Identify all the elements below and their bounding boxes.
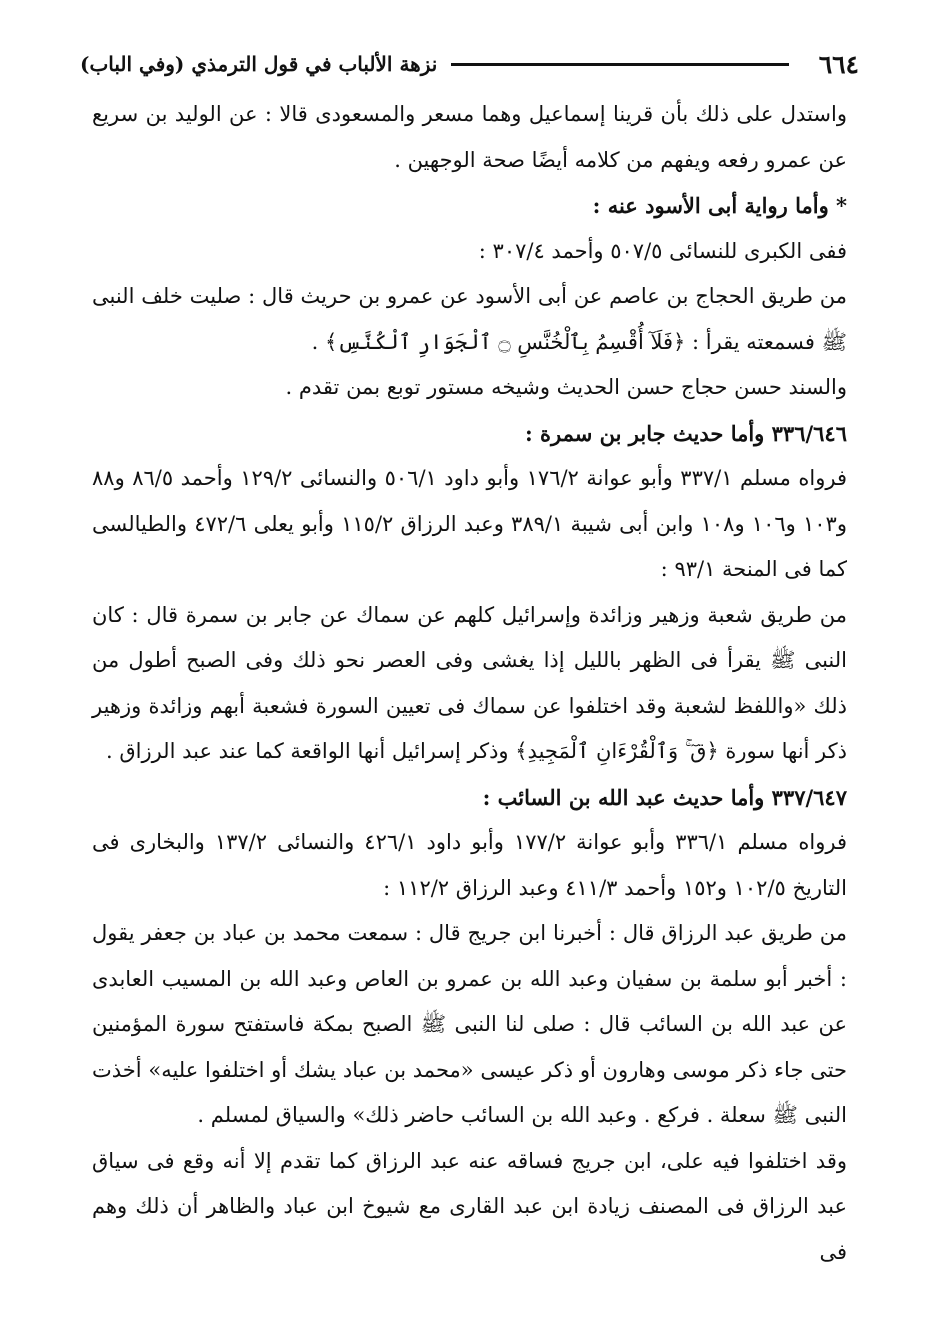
paragraph-4: من طريق الحجاج بن عاصم عن أبى الأسود عن عمرو بن حريث قال : صليت خلف النبى ﷺ فسمعته يقرأ : ﴿فَلَآ أُقْسِمُ بِٱلْخُنَّسِ ۝ ٱلْجَوَارِ ٱلْكُنَّسِ﴾ .	[92, 284, 847, 354]
paragraph-5: والسند حسن حجاج حسن الحديث وشيخه مستور توبع بمن تقدم .	[285, 375, 847, 399]
page-body	[92, 92, 847, 1275]
paragraph-10: فرواه مسلم ٣٣٦/١ وأبو عوانة ١٧٧/٢ وأبو داود ٤٢٦/١ والنسائى ١٣٧/٢ والبخارى فى التاريخ ١٠٢/٥ و١٥٢ وأحمد ٤١١/٣ وعبد الرزاق ١١٢/٢ :	[92, 830, 847, 900]
section-heading-abdullah-ibn-al-saib: ٣٣٧/٦٤٧ وأما حديث عبد الله بن السائب :	[482, 784, 847, 810]
section-heading-abi-al-aswad: * وأما رواية أبى الأسود عنه :	[592, 193, 847, 218]
paragraph-1: واستدل على ذلك بأن قرينا إسماعيل وهما مسعر والمسعودى قالا : عن الوليد بن سريع عن عمرو رفعه ويفهم من كلامه أيضًا صحة الوجهين .	[92, 102, 847, 172]
section-heading-jabir: ٣٣٦/٦٤٦ وأما حديث جابر بن سمرة :	[524, 420, 847, 446]
running-title: نزهة الألباب في قول الترمذي (وفي الباب)	[80, 52, 438, 76]
header-rule	[451, 63, 788, 66]
paragraph-11: من طريق عبد الرزاق قال : أخبرنا ابن جريج قال : سمعت محمد بن عباد بن جعفر يقول : أخبر أبو سلمة بن سفيان وعبد الله بن عمرو بن العاص وعبد الله بن المسيب العابدى عن عبد الله بن السائب قال : صلى لنا النبى ﷺ الصبح بمكة فاستفتح سورة المؤمنين حتى جاء ذكر موسى وهارون أو ذكر عيسى «محمد بن عباد يشك أو اختلفوا عليه» أخذت النبى ﷺ سعلة . فركع . وعبد الله بن السائب حاضر ذلك» والسياق لمسلم .	[92, 921, 847, 1127]
page-number: ٦٦٤	[818, 49, 859, 79]
paragraph-8: من طريق شعبة وزهير وزائدة وإسرائيل كلهم عن سماك عن جابر بن سمرة قال : كان النبى ﷺ يقرأ فى الظهر بالليل إذا يغشى وفى العصر نحو ذلك وفى الصبح أطول من ذلك «واللفظ لشعبة وقد اختلفوا عن سماك فى تعيين السورة فشعبة أبهم وزائدة وزهير ذكر أنها سورة ﴿قٓ ۚ وَٱلْقُرْءَانِ ٱلْمَجِيدِ﴾ وذكر إسرائيل أنها الواقعة كما عند عبد الرزاق .	[92, 602, 847, 763]
page-header	[80, 44, 859, 84]
paragraph-12: وقد اختلفوا فيه على، ابن جريج فساقه عنه عبد الرزاق كما تقدم إلا أنه وقع فى سياق عبد الرزاق فى المصنف زيادة ابن عبد القارى مع شيوخ ابن عباد والظاهر أن ذلك وهم فى	[92, 1148, 847, 1264]
paragraph-7: فرواه مسلم ٣٣٧/١ وأبو عوانة ١٧٦/٢ وأبو داود ٥٠٦/١ والنسائى ١٢٩/٢ وأحمد ٨٦/٥ و٨٨ و١٠٣ و١٠٦ و١٠٨ وابن أبى شيبة ٣٨٩/١ وعبد الرزاق ١١٥/٢ وأبو يعلى ٤٧٢/٦ والطيالسى كما فى المنحة ٩٣/١ :	[92, 466, 847, 581]
paragraph-3: ففى الكبرى للنسائى ٥٠٧/٥ وأحمد ٣٠٧/٤ :	[478, 238, 847, 263]
